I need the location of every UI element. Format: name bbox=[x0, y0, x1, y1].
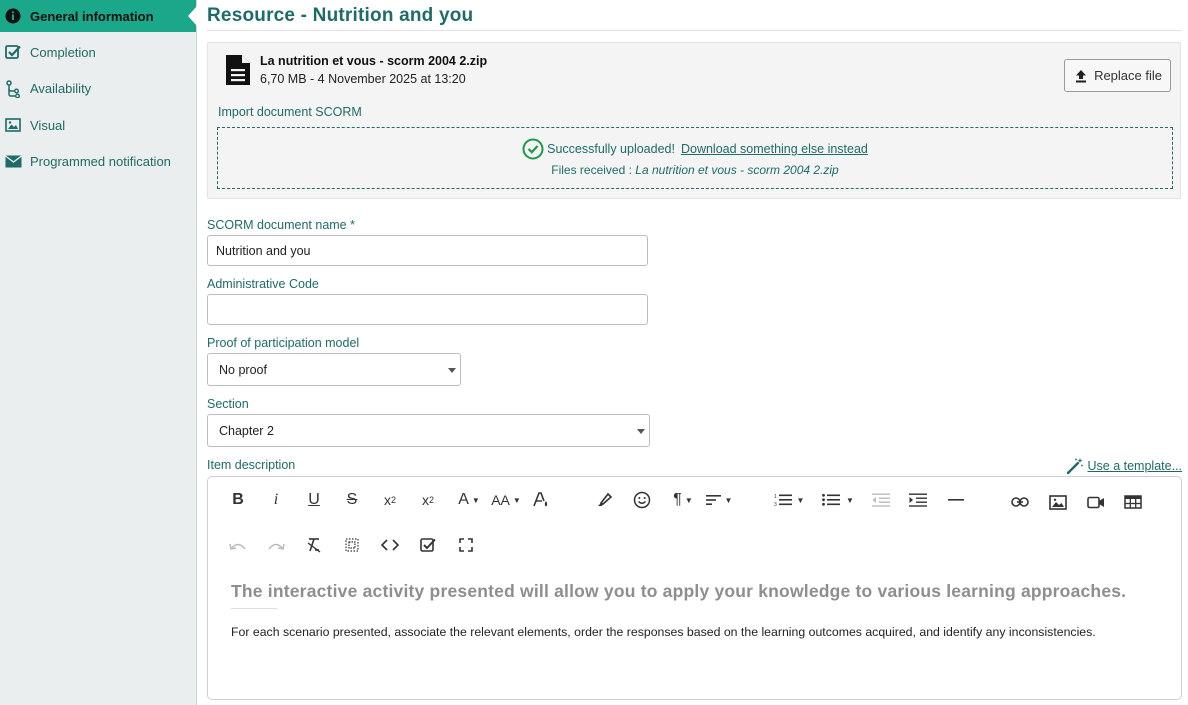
insert-link-button[interactable] bbox=[1007, 489, 1033, 515]
caret-icon: ▼ bbox=[684, 495, 693, 505]
strikethrough-button[interactable] bbox=[339, 487, 365, 513]
fullscreen-button[interactable] bbox=[453, 532, 479, 558]
scorm-name-field bbox=[207, 218, 648, 266]
file-name: La nutrition et vous - scorm 2004 2.zip bbox=[260, 54, 488, 68]
text-color-button[interactable] bbox=[528, 487, 554, 513]
sidebar bbox=[0, 0, 197, 705]
upload-icon bbox=[1075, 69, 1087, 83]
highlighter-icon bbox=[595, 491, 613, 509]
table-icon bbox=[1124, 495, 1142, 509]
info-icon bbox=[4, 7, 22, 25]
insert-table-button[interactable] bbox=[1120, 489, 1146, 515]
scorm-name-input[interactable] bbox=[207, 235, 648, 266]
sidebar-item-completion[interactable] bbox=[0, 34, 196, 71]
outdent-icon bbox=[872, 493, 890, 507]
chevron-down-icon bbox=[448, 368, 456, 373]
unordered-list-button[interactable] bbox=[818, 487, 858, 513]
replace-file-button[interactable] bbox=[1064, 59, 1171, 92]
heading-divider bbox=[231, 608, 277, 609]
align-left-icon bbox=[706, 494, 722, 506]
superscript-glyph: x bbox=[421, 492, 429, 508]
editor-heading: The interactive activity presented will allow you to apply your knowledge to various learning approaches. bbox=[231, 581, 1127, 601]
file-upload-panel bbox=[207, 42, 1181, 199]
sidebar-item-label: Visual bbox=[30, 117, 66, 133]
caret-icon: ▼ bbox=[796, 495, 805, 505]
check-circle-icon bbox=[522, 138, 544, 160]
main-content bbox=[207, 0, 1182, 639]
redo-icon bbox=[267, 539, 285, 551]
spell-check-button[interactable] bbox=[415, 532, 441, 558]
replace-file-label: Replace file bbox=[1094, 68, 1162, 83]
bullet-list-icon bbox=[822, 493, 840, 507]
font-family-button[interactable] bbox=[453, 487, 485, 513]
image-icon bbox=[1049, 495, 1067, 510]
strike-glyph: S bbox=[346, 491, 358, 508]
checkbox-checked-icon bbox=[420, 537, 436, 553]
path-icon bbox=[4, 80, 22, 98]
section-select[interactable] bbox=[207, 414, 650, 447]
undo-icon bbox=[229, 539, 247, 551]
upload-dropzone[interactable] bbox=[217, 127, 1173, 189]
align-button[interactable] bbox=[702, 487, 736, 513]
administrative-code-input[interactable] bbox=[207, 294, 648, 325]
subscript-number: 2 bbox=[390, 495, 396, 505]
scorm-name-label: SCORM document name * bbox=[207, 218, 355, 232]
sidebar-item-label: Programmed notification bbox=[30, 154, 171, 170]
caret-icon: ▼ bbox=[846, 495, 854, 505]
outdent-button[interactable] bbox=[868, 487, 894, 513]
administrative-code-label: Administrative Code bbox=[207, 277, 319, 291]
files-received-name: La nutrition et vous - scorm 2004 2.zip bbox=[635, 163, 839, 177]
section-field bbox=[207, 397, 650, 447]
emoji-button[interactable] bbox=[629, 487, 655, 513]
underline-button[interactable] bbox=[301, 487, 327, 513]
italic-button[interactable] bbox=[263, 487, 289, 513]
ordered-list-icon bbox=[774, 493, 792, 507]
highlight-button[interactable] bbox=[591, 487, 617, 513]
sidebar-item-label: General information bbox=[30, 8, 154, 24]
magic-wand-icon bbox=[1066, 457, 1084, 475]
chevron-down-icon bbox=[637, 429, 645, 434]
horizontal-line-icon bbox=[948, 498, 964, 502]
italic-glyph: i bbox=[273, 491, 279, 508]
indent-button[interactable] bbox=[905, 487, 931, 513]
rich-text-editor[interactable] bbox=[207, 476, 1182, 700]
font-glyph: A bbox=[458, 491, 469, 508]
use-template-link[interactable] bbox=[1066, 457, 1183, 475]
paragraph-format-button[interactable] bbox=[667, 487, 699, 513]
clear-formatting-button[interactable] bbox=[301, 532, 327, 558]
sidebar-item-general-information[interactable] bbox=[0, 0, 196, 32]
smiley-icon bbox=[633, 491, 651, 509]
item-description-header bbox=[207, 457, 1182, 475]
font-size-button[interactable] bbox=[488, 487, 524, 513]
administrative-code-field bbox=[207, 277, 648, 325]
proof-of-participation-value: No proof bbox=[219, 362, 267, 377]
import-document-label: Import document SCORM bbox=[218, 105, 362, 119]
proof-of-participation-select[interactable] bbox=[207, 353, 461, 386]
envelope-icon bbox=[4, 153, 22, 171]
files-received bbox=[218, 163, 1172, 177]
link-icon bbox=[1011, 497, 1029, 507]
files-received-prefix: Files received : bbox=[551, 163, 632, 177]
caret-icon: ▼ bbox=[724, 495, 733, 505]
file-document-icon bbox=[224, 53, 252, 90]
proof-of-participation-label: Proof of participation model bbox=[207, 336, 360, 350]
image-icon bbox=[4, 116, 22, 134]
superscript-number: 2 bbox=[428, 495, 434, 505]
bold-glyph: B bbox=[232, 491, 244, 508]
subscript-glyph: x bbox=[383, 492, 391, 508]
code-icon bbox=[381, 539, 399, 551]
subscript-button[interactable] bbox=[377, 487, 403, 513]
select-all-icon bbox=[345, 538, 359, 552]
page-title: Resource - Nutrition and you bbox=[207, 0, 1182, 31]
file-meta: 6,70 MB - 4 November 2025 at 13:20 bbox=[260, 72, 466, 86]
code-view-button[interactable] bbox=[377, 532, 403, 558]
superscript-button[interactable] bbox=[415, 487, 441, 513]
insert-image-button[interactable] bbox=[1045, 489, 1071, 515]
caret-icon: ▼ bbox=[471, 495, 480, 505]
select-all-button[interactable] bbox=[339, 532, 365, 558]
redo-button[interactable] bbox=[263, 532, 289, 558]
font-size-glyph: AA bbox=[491, 492, 510, 508]
insert-video-button[interactable] bbox=[1083, 489, 1109, 515]
sidebar-item-visual[interactable] bbox=[0, 107, 196, 144]
section-value: Chapter 2 bbox=[219, 423, 274, 438]
underline-glyph: U bbox=[308, 491, 320, 508]
sidebar-item-programmed-notification[interactable] bbox=[0, 144, 196, 181]
editor-paragraph: For each scenario presented, associate the relevant elements, order the responses based on the learning outcomes acquired, and identify any inconsistencies. bbox=[231, 625, 1096, 639]
proof-of-participation-field bbox=[207, 336, 461, 386]
download-something-else-link[interactable]: Download something else instead bbox=[680, 142, 868, 156]
text-color-icon bbox=[532, 491, 550, 509]
fullscreen-icon bbox=[459, 538, 473, 552]
upload-success-text: Successfully uploaded! bbox=[547, 142, 675, 156]
clear-format-icon bbox=[306, 537, 322, 553]
video-camera-icon bbox=[1087, 496, 1105, 509]
sidebar-item-label: Availability bbox=[30, 81, 92, 97]
caret-icon: ▼ bbox=[512, 495, 521, 505]
section-label: Section bbox=[207, 397, 249, 411]
sidebar-item-label: Completion bbox=[30, 44, 96, 60]
horizontal-line-button[interactable] bbox=[943, 487, 969, 513]
sidebar-item-availability[interactable] bbox=[0, 71, 196, 108]
use-template-label: Use a template... bbox=[1087, 459, 1182, 473]
svg-text:3: 3 bbox=[773, 502, 777, 507]
svg-text:1: 1 bbox=[773, 494, 777, 500]
ordered-list-button[interactable] bbox=[770, 487, 808, 513]
pilcrow-icon: ¶ bbox=[673, 491, 682, 508]
editor-content[interactable] bbox=[231, 581, 1151, 639]
indent-icon bbox=[909, 493, 927, 507]
checkbox-icon bbox=[4, 43, 22, 61]
item-description-label: Item description bbox=[207, 458, 296, 472]
bold-button[interactable] bbox=[225, 487, 251, 513]
undo-button[interactable] bbox=[225, 532, 251, 558]
